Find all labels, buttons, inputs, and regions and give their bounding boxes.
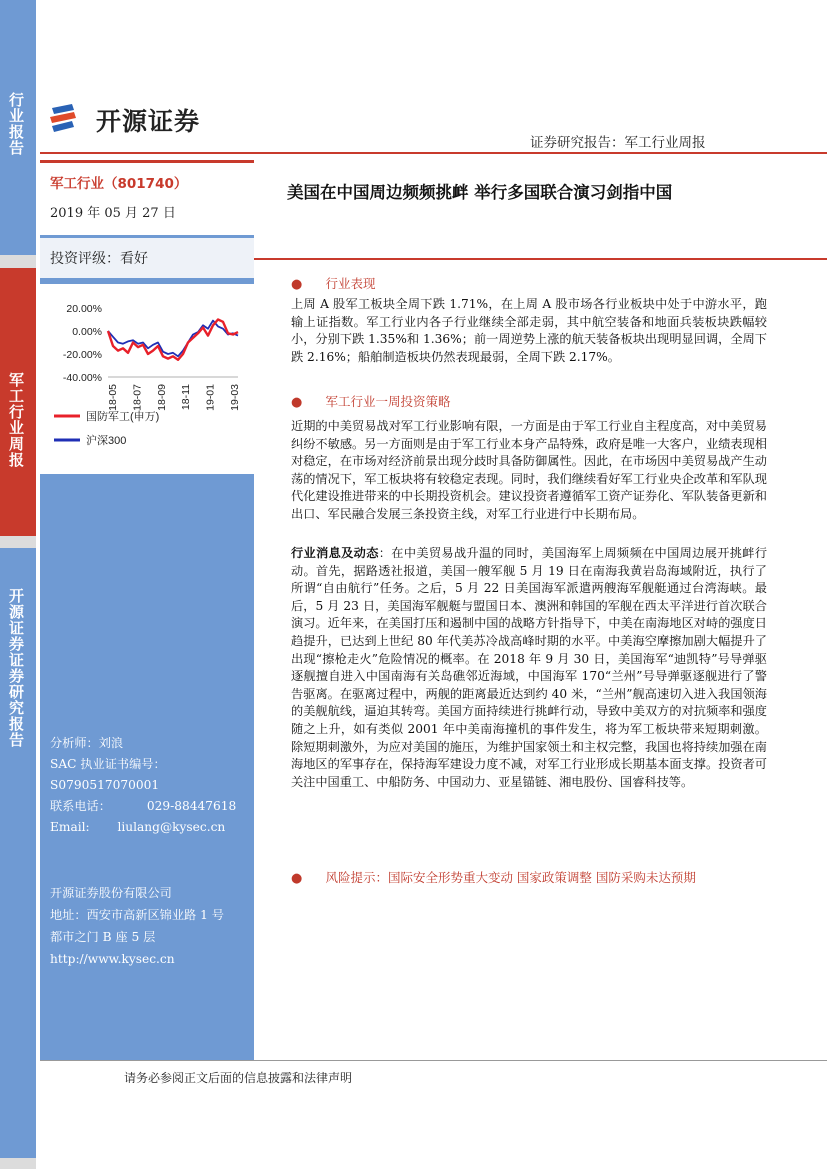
strip-bottom-label: 开源证券证券研究报告 xyxy=(7,588,25,748)
phone-label: 联系电话： xyxy=(50,799,111,813)
analyst-block xyxy=(50,733,250,838)
report-date: 2019 年 05 月 27 日 xyxy=(50,206,176,221)
email-row xyxy=(50,817,250,838)
strat-title: 军工行业一周投资策略 xyxy=(325,394,451,409)
sac-label: SAC 执业证书编号： xyxy=(50,757,166,771)
news-text: ：在中美贸易战升温的同时，美国海军上周频频在中国周边展开挑衅行动。首先，据路透社报道，美国一艘军舰 5 月 19 日在南海我黄岩岛海域附近，执行了所谓“自由航行”任务。之后，5 月 22 日美国海军派遣两艘海军舰艇通过台湾海峡。最后，5 月 23 日，美国海军舰艇与盟国日本、澳洲和韩国的军舰在西太平洋进行首次联合演习。近年来，在美国打压和遏制中国的战略方针指导下，中美在南海地区对峙的强度日趋提升，已达到上世纪 80 年代美苏冷战高峰时期的水平。中美海空摩擦加剧大幅提升了出现“擦枪走火”危险情况的概率。在 2018 年 9 月 30 日，美国海军“迪凯特”号导弹驱逐舰擅自进入中国南海有关岛礁邻近海域，中国海军 170“兰州”号导弹驱逐舰进行了警告驱离。在驱离过程中，两舰的距离最近达到约 40 米，“兰州”舰高速切入进入我国领海的美舰航线，逼迫其转弯。美国方面持续进行挑衅行动，导致中美双方的对抗频率和强度随之上升，如有类似 2001 年中美南海撞机的事件发生，将为军工板块带来短期刺激。除短期刺激外，为应对美国的施压，为维护国家领土和主权完整，我国也将持续加强在南海地区的军事存在，保持海军建设力度不减，对军工行业形成长期基本面支撑。投资者可关注中国重工、中船防务、中国动力、亚星锚链、湘电股份、国睿科技等。 xyxy=(291,546,768,789)
risk-heading xyxy=(291,867,696,886)
y-tick-label: 0.00% xyxy=(72,326,102,338)
company-address-1: 地址：西安市高新区锦业路 1 号 xyxy=(50,908,224,922)
footer-rule xyxy=(40,1060,827,1061)
phone-row xyxy=(50,796,250,817)
company-url[interactable]: http://www.kysec.cn xyxy=(50,952,175,966)
strip-top-label: 行业报告 xyxy=(7,92,25,156)
perf-heading xyxy=(291,273,375,292)
y-tick-label: -20.00% xyxy=(62,349,102,361)
company-address-2: 都市之门 B 座 5 层 xyxy=(50,930,156,944)
analyst-name: 分析师：刘浪 xyxy=(50,736,124,750)
title-rule xyxy=(254,258,827,260)
news-paragraph xyxy=(291,545,767,791)
y-tick-label: -40.00% xyxy=(62,372,102,384)
x-tick-label: 18-05 xyxy=(107,384,119,411)
company-logo xyxy=(50,100,250,140)
phone-value: 029-88447618 xyxy=(146,799,237,813)
legend-label: 国防军工(申万) xyxy=(86,411,160,423)
logo-text: 开源证券 xyxy=(96,107,201,136)
risk-text: 风险提示：国际安全形势重大变动 国家政策调整 国防采购未达预期 xyxy=(325,870,696,885)
report-type: 证券研究报告：军工行业周报 xyxy=(530,135,706,151)
x-tick-label: 18-11 xyxy=(180,384,193,411)
email-label: Email: xyxy=(50,820,90,834)
perf-paragraph: 上周 A 股军工板块全周下跌 1.71%，在上周 A 股市场各行业板块中处于中游水平，跑输上证指数。军工行业内各子行业继续全部走弱，其中航空装备和地面兵装板块跌幅较小，分别下跌 1.35%和 1.36%；前一周逆势上涨的航天装备板块出现明显回调，全周下跌 2.16%；船舶制造板块仍然表现最弱，全周下跌 2.17%。 xyxy=(291,297,767,364)
company-name: 开源证券股份有限公司 xyxy=(50,886,172,900)
performance-chart xyxy=(40,284,254,474)
legend-label: 沪深300 xyxy=(86,435,127,447)
x-tick-label: 18-09 xyxy=(155,384,168,411)
industry-label: 军工行业（801740） xyxy=(50,176,188,192)
header-rule xyxy=(40,152,827,154)
x-tick-label: 19-01 xyxy=(204,384,217,411)
logo-mark-icon xyxy=(50,102,86,136)
bullet-icon: ● xyxy=(291,277,303,292)
x-tick-label: 19-03 xyxy=(229,384,241,411)
y-tick-label: 20.00% xyxy=(66,303,102,315)
report-title: 美国在中国周边频频挑衅 举行多国联合演习剑指中国 xyxy=(287,183,673,202)
news-label: 行业消息及动态 xyxy=(291,546,379,560)
investment-rating: 投资评级：看好 xyxy=(50,251,148,267)
footer-disclaimer: 请务必参阅正文后面的信息披露和法律声明 xyxy=(124,1071,353,1085)
sac-number: S0790517070001 xyxy=(50,778,160,792)
strat-heading xyxy=(291,391,450,410)
strip-middle-label: 军工行业周报 xyxy=(7,372,25,468)
bullet-icon: ● xyxy=(291,395,303,410)
strat-paragraph: 近期的中美贸易战对军工行业影响有限，一方面是由于军工行业自主程度高，对中美贸易纠纷不敏感。另一方面则是由于军工行业本身产品特殊，政府是唯一大客户，业绩表现相对稳定，在市场对经济前景出现分歧时具备防御属性。因此，在市场因中美贸易战产生动荡的情况下，军工板块将有较稳定表现。同时，我们继续看好军工行业央企改革和军队现代化建设推进带来的中长期投资机会。建议投资者遵循军工资产证券化、军队装备更新和出口、军民融合发展三条投资主线，对军工行业进行中长期布局。 xyxy=(291,419,767,521)
email-value[interactable]: liulang@kysec.cn xyxy=(117,820,226,834)
perf-title: 行业表现 xyxy=(325,276,376,291)
bullet-icon: ● xyxy=(291,871,303,886)
company-block xyxy=(50,882,255,970)
x-tick-label: 18-07 xyxy=(131,384,144,411)
